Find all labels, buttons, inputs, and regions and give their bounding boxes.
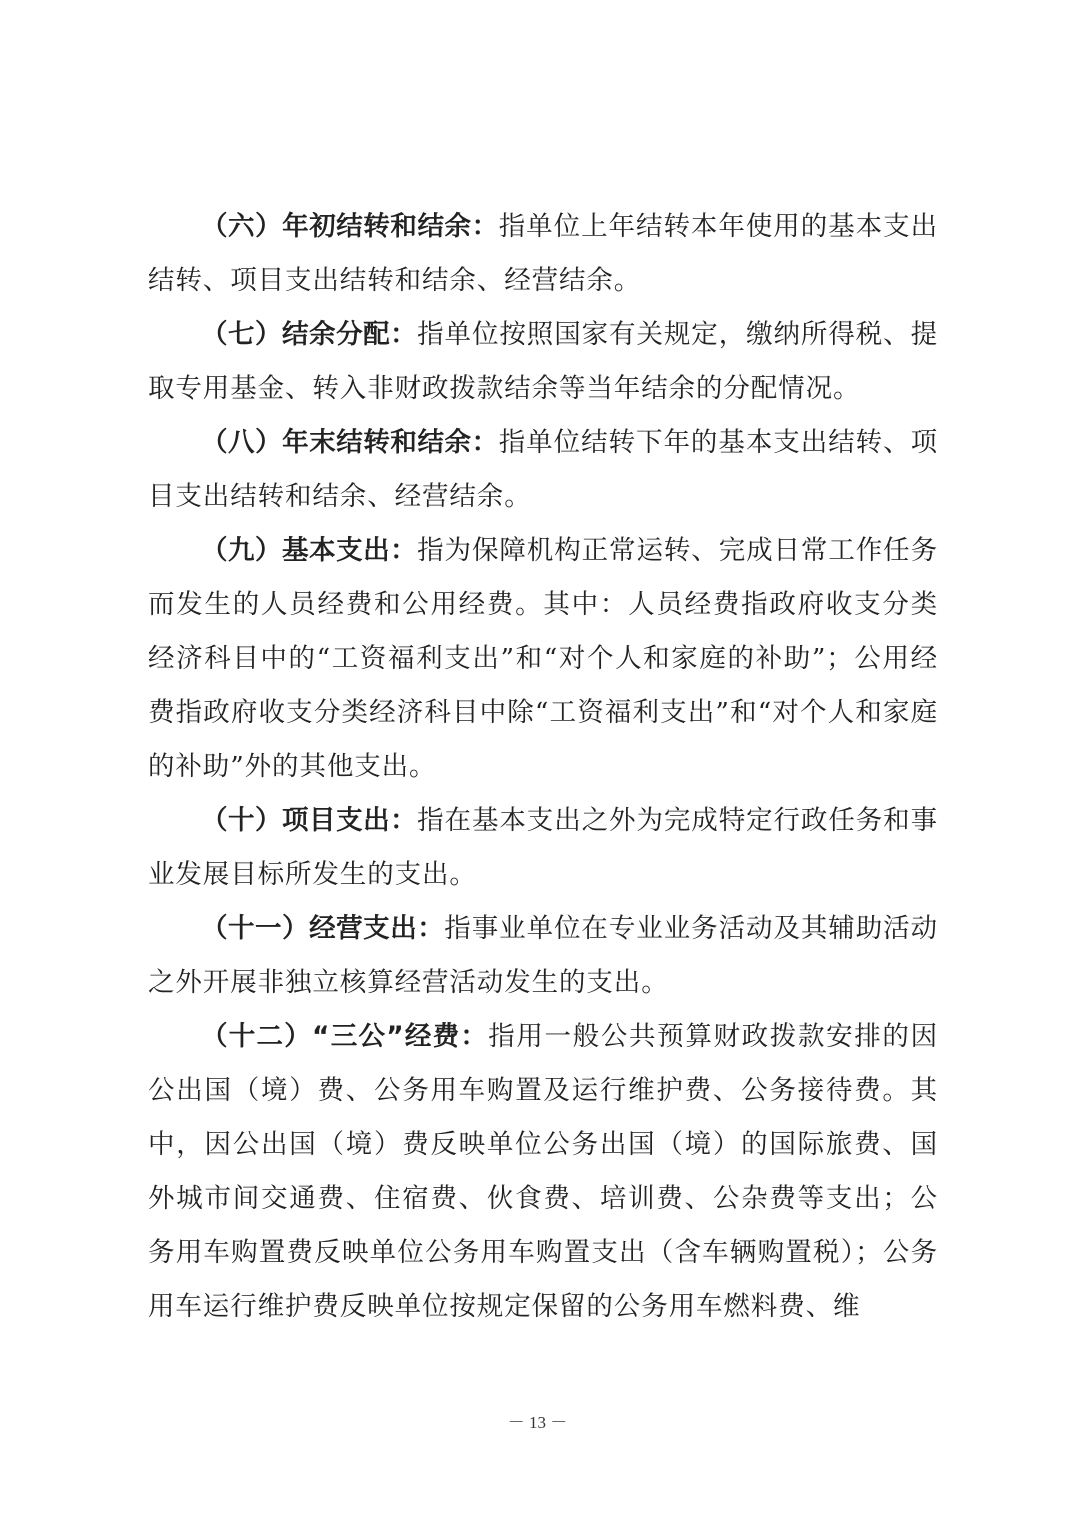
term-definition: 指单位上年结转本年使用的基本支出结转、项目支出结转和结余、经营结余。 <box>148 211 939 296</box>
paragraph-11 <box>148 902 938 1010</box>
term-heading: （七）结余分配： <box>201 319 418 350</box>
term-heading: （十二）“三公”经费： <box>201 1021 489 1052</box>
paragraph-7 <box>148 308 938 416</box>
term-definition: 指在基本支出之外为完成特定行政任务和事业发展目标所发生的支出。 <box>148 805 938 890</box>
term-heading: （十）项目支出： <box>201 805 418 836</box>
paragraph-9 <box>148 524 938 794</box>
term-heading: （九）基本支出： <box>201 535 418 566</box>
term-definition: 指用一般公共预算财政拨款安排的因公出国（境）费、公务用车购置及运行维护费、公务接待费。其中，因公出国（境）费反映单位公务出国（境）的国际旅费、国外城市间交通费、住宿费、伙食费、培训费、公杂费等支出；公务用车购置费反映单位公务用车购置支出（含车辆购置税）；公务用车运行维护费反映单位按规定保留的公务用车燃料费、维 <box>148 1021 938 1322</box>
term-heading: （八）年末结转和结余： <box>201 427 499 458</box>
page-number: － 13 － <box>507 1413 568 1432</box>
paragraph-8 <box>148 416 938 524</box>
term-definition: 指为保障机构正常运转、完成日常工作任务而发生的人员经费和公用经费。其中：人员经费指政府收支分类经济科目中的“工资福利支出”和“对个人和家庭的补助”；公用经费指政府收支分类经济科目中除“工资福利支出”和“对个人和家庭的补助”外的其他支出。 <box>148 535 938 782</box>
paragraph-10 <box>148 794 938 902</box>
term-definition: 指单位结转下年的基本支出结转、项目支出结转和结余、经营结余。 <box>148 427 939 512</box>
paragraph-12 <box>148 1010 938 1334</box>
term-heading: （六）年初结转和结余： <box>201 211 499 242</box>
term-definition: 指事业单位在专业业务活动及其辅助活动之外开展非独立核算经营活动发生的支出。 <box>148 913 939 998</box>
term-definition: 指单位按照国家有关规定，缴纳所得税、提取专用基金、转入非财政拨款结余等当年结余的分配情况。 <box>148 319 938 404</box>
term-heading: （十一）经营支出： <box>201 913 445 944</box>
paragraph-6 <box>148 200 938 308</box>
document-body <box>148 200 938 1334</box>
